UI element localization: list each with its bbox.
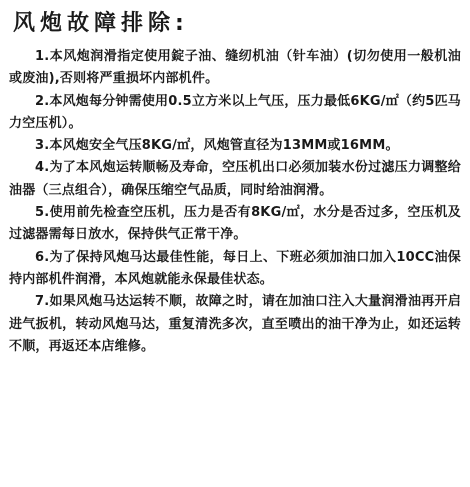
instruction-item-6: 6.为了保持风炮马达最佳性能，每日上、下班必须加油口加入10CC油保持内部机件润滑，本风炮就能永保最佳状态。	[9, 249, 461, 287]
instruction-item-4: 4.为了本风炮运转顺畅及寿命，空压机出口必须加装水份过滤压力调整给油器（三点组合），确保压缩空气品质，同时给油润滑。	[9, 160, 461, 198]
instruction-item-1: 1.本风炮润滑指定使用錠子油、缝纫机油（针车油）(切勿使用一般机油或废油),否则将严重损坏内部机件。	[9, 49, 461, 87]
instruction-item-5: 5.使用前先检查空压机，压力是否有8KG/㎡，水分是否过多，空压机及过滤器需每日放水，保持供气正常干净。	[9, 205, 461, 243]
instruction-item-3: 3.本风炮安全气压8KG/㎡，风炮管直径为13MM或16MM。	[35, 138, 399, 154]
page-title: 风炮故障排除:	[13, 11, 189, 36]
instruction-item-7: 7.如果风炮马达运转不顺，故障之时，请在加油口注入大量润滑油再开启进气扳机，转动风炮马达，重复清洗多次，直至喷出的油干净为止，如还运转不顺，再返还本店维修。	[9, 294, 461, 354]
instruction-item-2: 2.本风炮每分钟需使用0.5立方米以上气压，压力最低6KG/㎡（约5匹马力空压机）。	[9, 93, 461, 131]
